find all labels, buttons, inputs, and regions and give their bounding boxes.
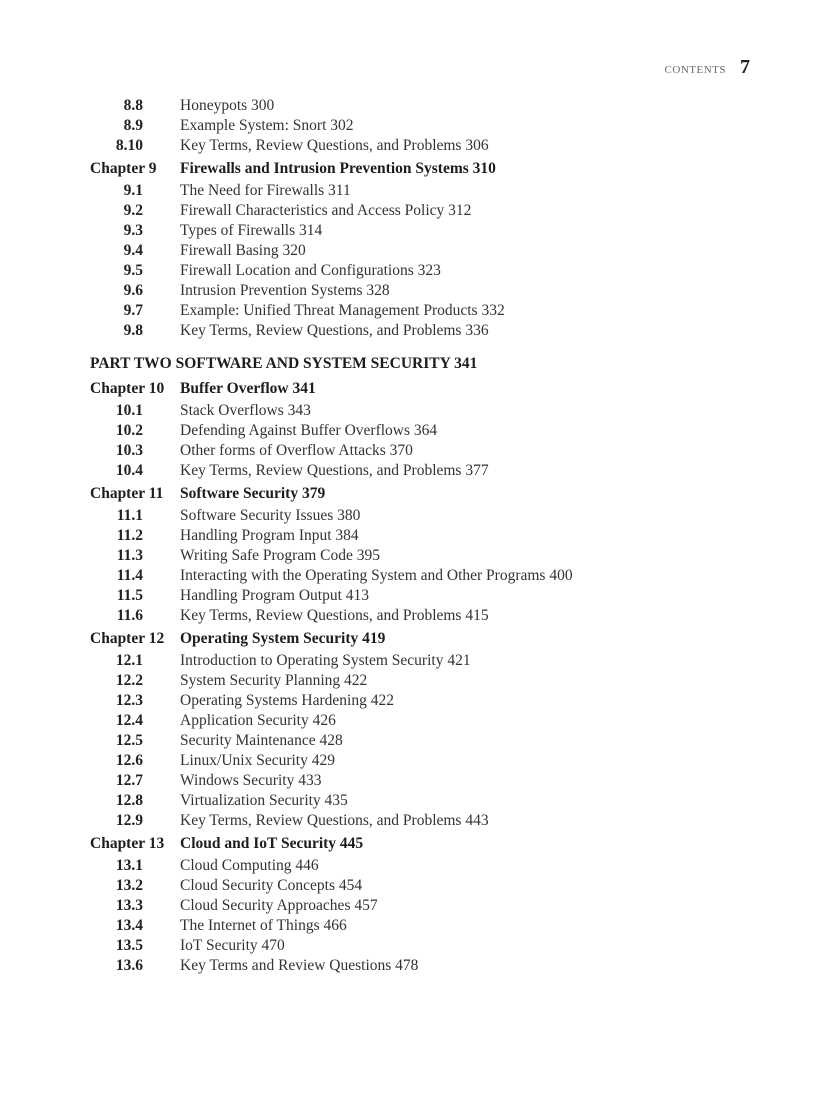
section-number: 9.2 bbox=[123, 202, 143, 219]
section-title: Firewall Basing 320 bbox=[180, 242, 306, 259]
section-title: Stack Overflows 343 bbox=[180, 402, 311, 419]
section-title: Handling Program Input 384 bbox=[180, 527, 359, 544]
toc-chapter-row bbox=[0, 376, 840, 401]
section-number: 12.6 bbox=[115, 752, 143, 769]
section-number: 12.4 bbox=[115, 712, 143, 729]
toc-section-row bbox=[0, 136, 840, 156]
toc-chapter-row bbox=[0, 156, 840, 181]
section-title: Other forms of Overflow Attacks 370 bbox=[180, 442, 413, 459]
toc-section-row bbox=[0, 201, 840, 221]
running-head-label: contents bbox=[664, 61, 726, 77]
section-title: Software Security Issues 380 bbox=[180, 507, 361, 524]
section-title: Firewall Location and Configurations 323 bbox=[180, 262, 441, 279]
toc-section-row bbox=[0, 711, 840, 731]
toc-section-row bbox=[0, 896, 840, 916]
section-number: 12.2 bbox=[115, 672, 143, 689]
section-number: 8.9 bbox=[123, 117, 143, 134]
section-title: IoT Security 470 bbox=[180, 937, 285, 954]
toc-section-row bbox=[0, 526, 840, 546]
section-title: Firewall Characteristics and Access Policy 312 bbox=[180, 202, 472, 219]
toc-section-row bbox=[0, 586, 840, 606]
toc-chapter-row bbox=[0, 831, 840, 856]
toc-section-row bbox=[0, 916, 840, 936]
toc-chapter-row bbox=[0, 626, 840, 651]
chapter-label: Chapter 11 bbox=[90, 485, 164, 502]
toc-section-row bbox=[0, 181, 840, 201]
section-number: 9.3 bbox=[123, 222, 143, 239]
chapter-label: Chapter 9 bbox=[90, 160, 157, 177]
toc-section-row bbox=[0, 96, 840, 116]
section-title: System Security Planning 422 bbox=[180, 672, 368, 689]
toc-section-row bbox=[0, 606, 840, 626]
section-title: Key Terms and Review Questions 478 bbox=[180, 957, 419, 974]
section-title: Interacting with the Operating System and Other Programs 400 bbox=[180, 567, 573, 584]
toc-part-row bbox=[0, 351, 840, 376]
toc-section-row bbox=[0, 116, 840, 136]
toc-section-row bbox=[0, 221, 840, 241]
section-number: 9.6 bbox=[123, 282, 143, 299]
section-title: Cloud Computing 446 bbox=[180, 857, 319, 874]
section-title: Key Terms, Review Questions, and Problems 415 bbox=[180, 607, 489, 624]
toc-section-row bbox=[0, 956, 840, 976]
toc-section-row bbox=[0, 566, 840, 586]
section-number: 9.7 bbox=[123, 302, 143, 319]
toc-section-row bbox=[0, 671, 840, 691]
section-title: Writing Safe Program Code 395 bbox=[180, 547, 380, 564]
section-number: 9.8 bbox=[123, 322, 143, 339]
page-number: 7 bbox=[740, 56, 750, 78]
chapter-title: Cloud and IoT Security 445 bbox=[180, 835, 364, 852]
section-number: 12.3 bbox=[115, 692, 143, 709]
chapter-title: Software Security 379 bbox=[180, 485, 326, 502]
section-number: 13.5 bbox=[115, 937, 143, 954]
section-number: 11.6 bbox=[116, 607, 143, 624]
toc-section-row bbox=[0, 261, 840, 281]
toc-section-row bbox=[0, 301, 840, 321]
section-number: 9.1 bbox=[123, 182, 143, 199]
toc-section-row bbox=[0, 401, 840, 421]
toc-section-row bbox=[0, 461, 840, 481]
section-number: 11.5 bbox=[116, 587, 143, 604]
toc-section-row bbox=[0, 731, 840, 751]
section-number: 13.3 bbox=[115, 897, 143, 914]
section-title: Types of Firewalls 314 bbox=[180, 222, 323, 239]
part-title: PART TWO SOFTWARE AND SYSTEM SECURITY 341 bbox=[90, 355, 478, 372]
running-head bbox=[665, 56, 750, 79]
toc-section-row bbox=[0, 691, 840, 711]
section-title: Cloud Security Concepts 454 bbox=[180, 877, 363, 894]
section-title: The Need for Firewalls 311 bbox=[180, 182, 351, 199]
toc-section-row bbox=[0, 321, 840, 341]
section-number: 11.1 bbox=[116, 507, 143, 524]
section-number: 10.2 bbox=[115, 422, 143, 439]
toc-section-row bbox=[0, 546, 840, 566]
section-number: 13.2 bbox=[115, 877, 143, 894]
section-title: Example System: Snort 302 bbox=[180, 117, 354, 134]
section-number: 13.4 bbox=[115, 917, 143, 934]
section-title: Security Maintenance 428 bbox=[180, 732, 343, 749]
section-number: 10.3 bbox=[115, 442, 143, 459]
section-title: Handling Program Output 413 bbox=[180, 587, 369, 604]
section-number: 12.8 bbox=[115, 792, 143, 809]
section-number: 11.3 bbox=[116, 547, 143, 564]
section-title: The Internet of Things 466 bbox=[180, 917, 347, 934]
section-title: Linux/Unix Security 429 bbox=[180, 752, 335, 769]
chapter-title: Buffer Overflow 341 bbox=[180, 380, 316, 397]
section-title: Cloud Security Approaches 457 bbox=[180, 897, 378, 914]
section-title: Intrusion Prevention Systems 328 bbox=[180, 282, 390, 299]
section-title: Defending Against Buffer Overflows 364 bbox=[180, 422, 438, 439]
chapter-title: Firewalls and Intrusion Prevention Systems 310 bbox=[180, 160, 496, 177]
section-title: Key Terms, Review Questions, and Problems 443 bbox=[180, 812, 489, 829]
section-title: Key Terms, Review Questions, and Problems 336 bbox=[180, 322, 489, 339]
toc-section-row bbox=[0, 281, 840, 301]
chapter-label: Chapter 10 bbox=[90, 380, 165, 397]
section-number: 12.7 bbox=[115, 772, 143, 789]
section-number: 11.4 bbox=[116, 567, 143, 584]
section-number: 11.2 bbox=[116, 527, 143, 544]
section-title: Virtualization Security 435 bbox=[180, 792, 348, 809]
section-number: 10.1 bbox=[115, 402, 143, 419]
toc-chapter-row bbox=[0, 481, 840, 506]
toc-section-row bbox=[0, 811, 840, 831]
section-title: Example: Unified Threat Management Products 332 bbox=[180, 302, 505, 319]
section-title: Honeypots 300 bbox=[180, 97, 275, 114]
section-title: Operating Systems Hardening 422 bbox=[180, 692, 394, 709]
table-of-contents bbox=[0, 96, 840, 976]
section-number: 8.8 bbox=[123, 97, 143, 114]
section-number: 13.1 bbox=[115, 857, 143, 874]
toc-section-row bbox=[0, 421, 840, 441]
section-number: 13.6 bbox=[115, 957, 143, 974]
section-title: Application Security 426 bbox=[180, 712, 336, 729]
section-number: 12.5 bbox=[115, 732, 143, 749]
toc-section-row bbox=[0, 876, 840, 896]
toc-section-row bbox=[0, 856, 840, 876]
section-number: 9.4 bbox=[123, 242, 143, 259]
section-number: 9.5 bbox=[123, 262, 143, 279]
section-number: 12.9 bbox=[115, 812, 143, 829]
section-number: 10.4 bbox=[115, 462, 143, 479]
toc-section-row bbox=[0, 506, 840, 526]
toc-section-row bbox=[0, 771, 840, 791]
section-number: 12.1 bbox=[115, 652, 143, 669]
chapter-label: Chapter 12 bbox=[90, 630, 165, 647]
section-title: Introduction to Operating System Security 421 bbox=[180, 652, 471, 669]
section-title: Key Terms, Review Questions, and Problems 377 bbox=[180, 462, 489, 479]
section-number: 8.10 bbox=[115, 137, 143, 154]
section-title: Key Terms, Review Questions, and Problems 306 bbox=[180, 137, 489, 154]
toc-section-row bbox=[0, 791, 840, 811]
toc-section-row bbox=[0, 441, 840, 461]
section-title: Windows Security 433 bbox=[180, 772, 322, 789]
toc-section-row bbox=[0, 651, 840, 671]
toc-section-row bbox=[0, 751, 840, 771]
toc-section-row bbox=[0, 241, 840, 261]
toc-section-row bbox=[0, 936, 840, 956]
chapter-title: Operating System Security 419 bbox=[180, 630, 386, 647]
chapter-label: Chapter 13 bbox=[90, 835, 165, 852]
